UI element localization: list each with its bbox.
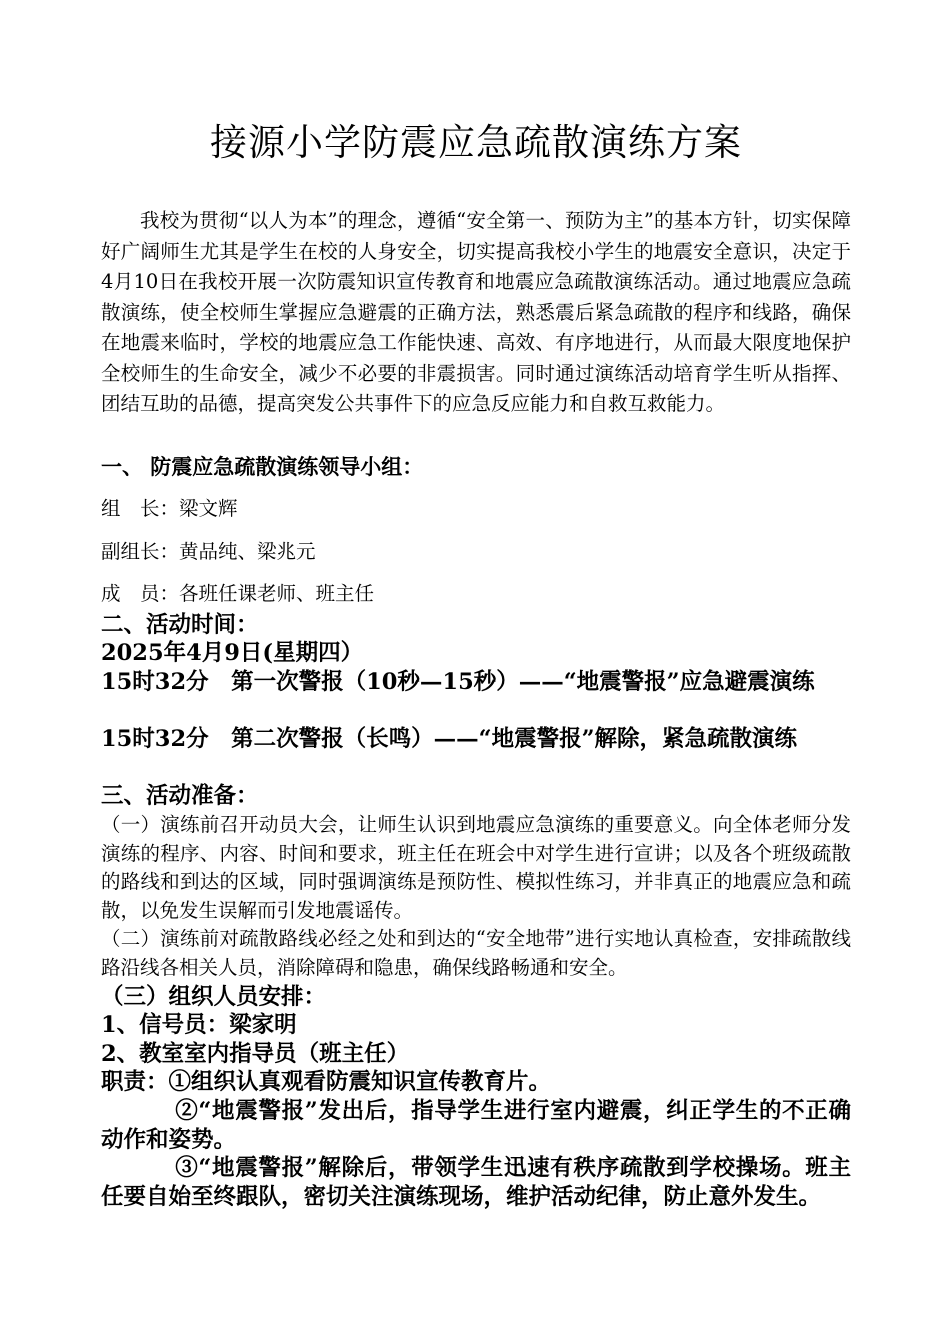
classroom-guide-line: 2、教室室内指导员（班主任） <box>101 1041 410 1067</box>
section1-heading: 一、 防震应急疏散演练领导小组： <box>101 454 424 479</box>
first-alarm: 15时32分 第一次警报（10秒—15秒）——“地震警报”应急避震演练 <box>101 669 815 695</box>
second-alarm: 15时32分 第二次警报（长鸣）——“地震警报”解除，紧急疏散演练 <box>101 726 798 752</box>
duty-line-1: 职责：①组织认真观看防震知识宣传教育片。 <box>101 1069 552 1095</box>
deputy-line: 副组长：黄品纯、梁兆元 <box>101 540 316 563</box>
signal-officer-line: 1、信号员：梁家明 <box>101 1012 297 1038</box>
section3-heading: 三、活动准备： <box>101 783 259 809</box>
document-title: 接源小学防震应急疏散演练方案 <box>210 121 742 164</box>
section2-heading: 二、活动时间： <box>101 612 259 638</box>
intro-paragraph: 我校为贯彻“以人为本”的理念，遵循“安全第一、预防为主”的基本方针，切实保障好广阔师生尤其是学生在校的人身安全，切实提高我校小学生的地震安全意识，决定于4月10日在我校开展一次防震知识宣传教育和地震应急疏散演练活动。通过地震应急疏散演练，使全校师生掌握应急避震的正确方法，熟悉震后紧急疏散的程序和线路，确保在地震来临时，学校的地震应急工作能快速、高效、有序地进行，从而最大限度地保护全校师生的生命安全，减少不必要的非震损害。同时通过演练活动培育学生听从指挥、团结互助的品德，提高突发公共事件下的应急反应能力和自救互救能力。 <box>101 209 851 415</box>
members-line: 成 员：各班任课老师、班主任 <box>101 582 375 605</box>
leader-line: 组 长：梁文辉 <box>101 497 238 520</box>
prep-paragraph-1: （一）演练前召开动员大会，让师生认识到地震应急演练的重要意义。向全体老师分发演练的程序、内容、时间和要求，班主任在班会中对学生进行宣讲；以及各个班级疏散的路线和到达的区域，同时强调演练是预防性、模拟性练习，并非真正的地震应急和疏散，以免发生误解而引发地震谣传。 <box>101 813 851 922</box>
staff-arrangement-heading: （三）组织人员安排： <box>101 984 327 1010</box>
prep-paragraph-2: （二）演练前对疏散路线必经之处和到达的“安全地带”进行实地认真检查，安排疏散线路沿线各相关人员，消除障碍和隐患，确保线路畅通和安全。 <box>101 927 851 979</box>
activity-date: 2025年4月9日(星期四） <box>101 640 364 666</box>
duty-line-2: ②“地震警报”发出后，指导学生进行室内避震，纠正学生的不正确动作和姿势。 <box>101 1098 851 1153</box>
duty-line-3: ③“地震警报”解除后，带领学生迅速有秩序疏散到学校操场。班主任要自始至终跟队，密切关注演练现场，维护活动纪律，防止意外发生。 <box>101 1155 851 1210</box>
